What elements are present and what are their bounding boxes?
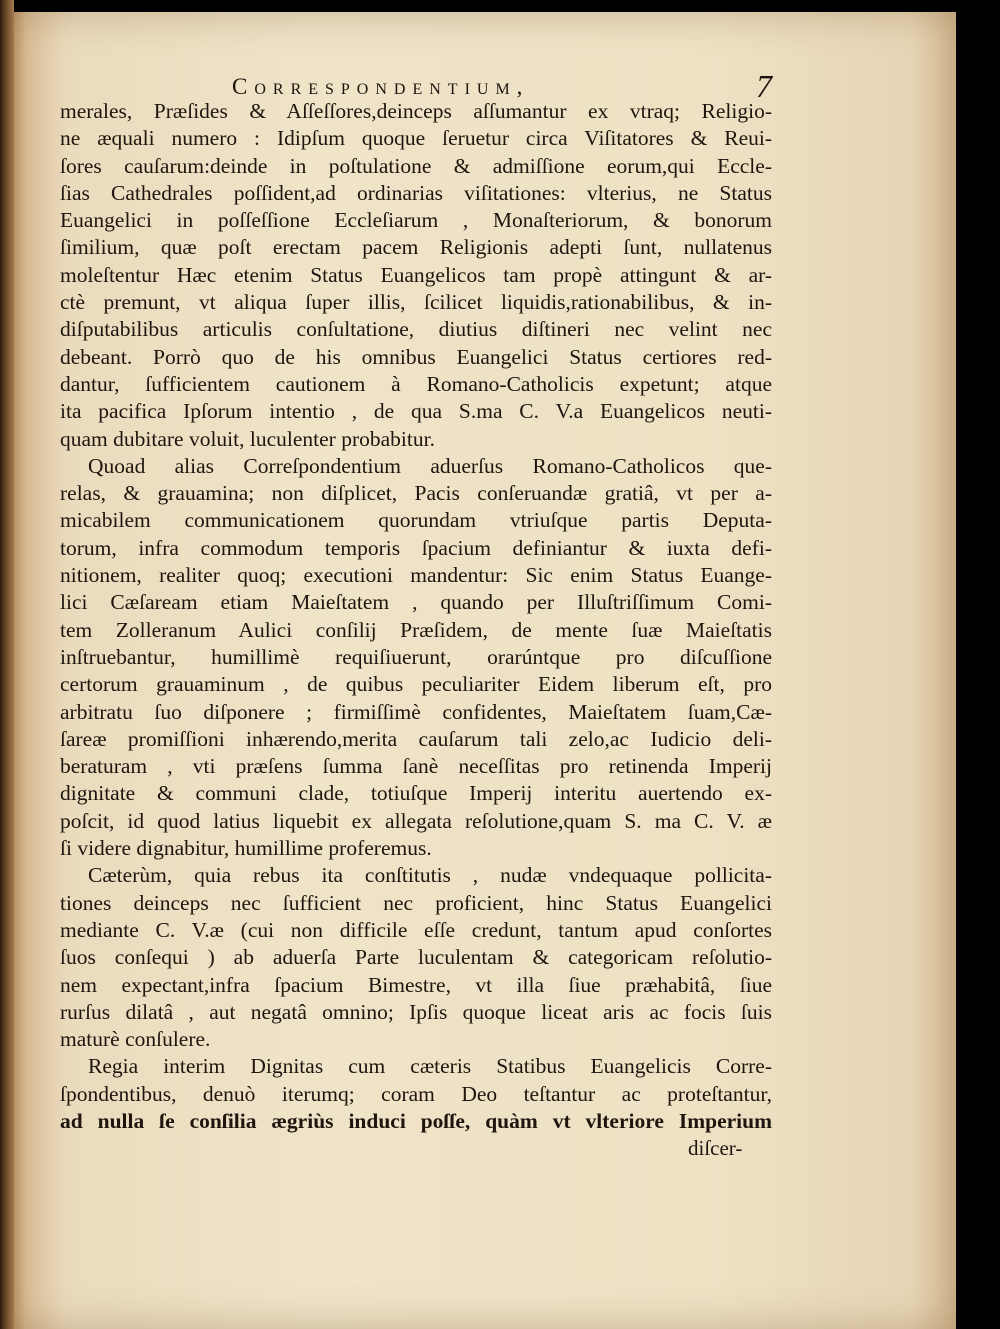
text-line: debeant. Porrò quo de his omnibus Euangelici Status certiores red- <box>60 344 772 369</box>
text-line: lici Cæſaream etiam Maieſtatem , quando per Illuſtriſſimum Comi- <box>60 590 772 615</box>
text-line: micabilem communicationem quorundam vtriuſque partis Deputa- <box>60 508 772 533</box>
text-line: arbitratu ſuo diſponere ; firmiſſimè confidentes, Maieſtatem ſuam,Cæ- <box>60 699 772 724</box>
text-line: ſores cauſarum:deinde in poſtulatione & admiſſione eorum,qui Eccle- <box>60 153 772 178</box>
text-line: quam dubitare voluit, luculenter probabitur. <box>60 426 435 451</box>
catchword: diſcer- <box>688 1136 743 1160</box>
text-line: poſcit, id quod latius liquebit ex allegata reſolutione,quam S. ma C. V. æ <box>60 808 772 833</box>
text-line: ctè premunt, vt aliqua ſuper illis, ſcilicet liquidis,rationabilibus, & in- <box>60 290 772 315</box>
text-line: relas, & grauamina; non diſplicet, Pacis conſeruandæ gratiâ, vt per a- <box>60 481 772 506</box>
body-text <box>60 98 772 1135</box>
book-spine-edge <box>0 0 14 1329</box>
text-line: Euangelici in poſſeſſione Eccleſiarum , Monaſteriorum, & bonorum <box>60 208 772 233</box>
text-line: ſpondentibus, denuò iterumq; coram Deo teſtantur ac proteſtantur, <box>60 1081 772 1106</box>
text-line: dignitate & communi clade, totiuſque Imperij interitu auertendo ex- <box>60 781 772 806</box>
text-line: tem Zolleranum Aulici conſilij Præſidem, de mente ſuæ Maieſtatis <box>60 617 772 642</box>
text-line: merales, Præſides & Aſſeſſores,deinceps aſſumantur ex vtraq; Religio- <box>60 99 772 123</box>
text-line: diſputabilibus articulis conſultatione, diutius diſtineri nec velint nec <box>60 317 772 342</box>
text-line: certorum grauaminum , de quibus peculiariter Eidem liberum eſt, pro <box>60 672 772 697</box>
text-line: beraturam , vti præſens ſumma ſanè neceſſitas pro retinenda Imperij <box>60 754 772 779</box>
text-line: ne æquali numero : Idipſum quoque ſeruetur circa Viſitatores & Reui- <box>60 126 772 151</box>
text-line: rurſus dilatâ , aut negatâ omnino; Ipſis quoque liceat aris ac focis ſuis <box>60 999 772 1024</box>
text-line: ſi videre dignabitur, humillime proferemus. <box>60 836 432 861</box>
text-line: ad nulla ſe conſilia ægriùs induci poſſe, quàm vt vlteriore Imperium <box>60 1108 772 1133</box>
text-line: mediante C. V.æ (cui non difficile eſſe credunt, tantum apud conſortes <box>60 917 772 942</box>
text-line: torum, infra commodum temporis ſpacium definiantur & iuxta defi- <box>60 535 772 560</box>
text-line: nem expectant,infra ſpacium Bimestre, vt illa ſiue præhabitâ, ſiue <box>60 972 772 997</box>
text-line: ſareæ promiſſioni inhærendo,merita cauſarum tali zelo,ac Iudicio deli- <box>60 726 772 751</box>
running-head: Correspondentium, <box>232 74 530 99</box>
text-line: ſimilium, quæ poſt erectam pacem Religionis adepti ſunt, nullatenus <box>60 235 772 260</box>
text-line: maturè conſulere. <box>60 1027 211 1052</box>
text-line: dantur, ſufficientem cautionem à Romano-Catholicis expetunt; atque <box>60 371 772 396</box>
paragraph-start-line: Quoad alias Correſpondentium aduerſus Romano-Catholicos que- <box>88 453 772 478</box>
paragraph-start-line: Regia interim Dignitas cum cæteris Statibus Euangelicis Corre- <box>88 1054 772 1079</box>
text-line: nitionem, realiter quoq; executioni mandentur: Sic enim Status Euange- <box>60 563 772 588</box>
text-line: ſias Cathedrales poſſident,ad ordinarias viſitationes: vlterius, ne Status <box>60 180 772 205</box>
text-line: moleſtentur Hæc etenim Status Euangelicos tam propè attingunt & ar- <box>60 262 772 287</box>
text-line: tiones deinceps nec ſufficient nec proficient, hinc Status Euangelici <box>60 890 772 915</box>
text-line: ita pacifica Ipſorum intentio , de qua S.ma C. V.a Euangelicos neuti- <box>60 399 772 424</box>
paragraph-start-line: Cæterùm, quia rebus ita conſtitutis , nudæ vndequaque pollicita- <box>88 863 772 888</box>
text-line: inſtruebantur, humillimè requiſiuerunt, orarúntque pro diſcuſſione <box>60 644 772 669</box>
text-line: ſuos conſequi ) ab aduerſa Parte luculentam & categoricam reſolutio- <box>60 945 772 970</box>
page-number: 7 <box>756 68 772 104</box>
